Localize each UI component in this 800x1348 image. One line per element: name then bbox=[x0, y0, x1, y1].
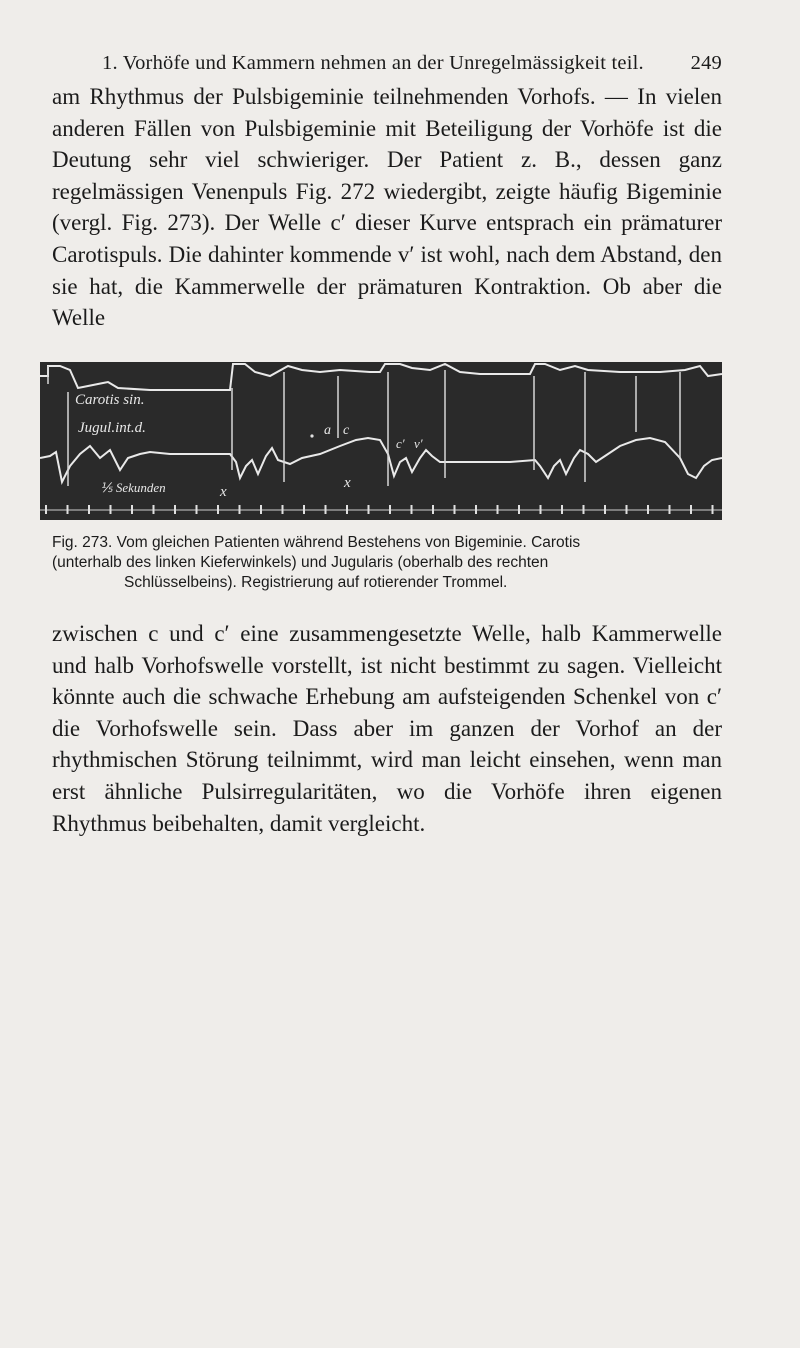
caption-line-1: Fig. 273. Vom gleichen Patienten während Bestehens von Bigeminie. Carotis bbox=[52, 534, 581, 551]
label-c-prime: c′ bbox=[396, 436, 405, 451]
running-title: 1. Vorhöfe und Kammern nehmen an der Unregelmässigkeit teil. bbox=[102, 52, 644, 74]
label-carotis: Carotis sin. bbox=[75, 392, 145, 408]
caption-line-2: (unterhalb des linken Kieferwinkels) und Jugularis (oberhalb des rechten bbox=[52, 554, 549, 571]
page-number: 249 bbox=[690, 52, 722, 74]
carotid-trace bbox=[40, 364, 722, 390]
figure-273-tracing bbox=[40, 362, 722, 520]
label-sekunden: ⅕ Sekunden bbox=[100, 480, 166, 495]
jugular-trace bbox=[40, 438, 722, 482]
label-x-1: x bbox=[220, 484, 227, 500]
figure-caption bbox=[52, 533, 722, 593]
caption-line-3: Schlüsselbeins). Registrierung auf rotierender Trommel. bbox=[124, 574, 508, 591]
label-x-2: x bbox=[344, 475, 351, 491]
paragraph-2: zwischen c und c′ eine zusammengesetzte Welle, halb Kammerwelle und halb Vorhofswelle vorstellt, ist nicht bestimmt zu sagen. Vielleicht könnte auch die schwache Erhebung am aufsteigenden Schenkel von c′ die Vorhofswelle sein. Dass aber im ganzen der Vorhof an der rhythmischen Störung teilnimmt, wird man leicht einsehen, wenn man erst ähnliche Pulsirregularitäten, wo die Vorhöfe ihren eigenen Rhythmus beibehalten, damit vergleicht. bbox=[52, 621, 722, 836]
label-jugularis: Jugul.int.d. bbox=[78, 420, 146, 436]
dot-marker bbox=[310, 434, 313, 437]
paragraph-1: am Rhythmus der Pulsbigeminie teilnehmenden Vorhofs. — In vielen anderen Fällen von Pulsbigeminie mit Beteiligung der Vorhöfe ist die Deutung sehr viel schwieriger. Der Patient z. B., dessen ganz regelmässigen Venenpuls Fig. 272 wiedergibt, zeigte häufig Bigeminie (vergl. Fig. 273). Der Welle c′ dieser Kurve entsprach ein prämaturer Carotispuls. Die dahinter kommende v′ ist wohl, nach dem Abstand, den sie hat, die Kammerwelle der prämaturen Kontraktion. Ob aber die Welle bbox=[52, 84, 722, 331]
tracing-svg bbox=[40, 362, 722, 520]
label-a: a bbox=[324, 423, 331, 438]
label-v-prime: v′ bbox=[414, 436, 423, 451]
label-c: c bbox=[343, 423, 350, 438]
